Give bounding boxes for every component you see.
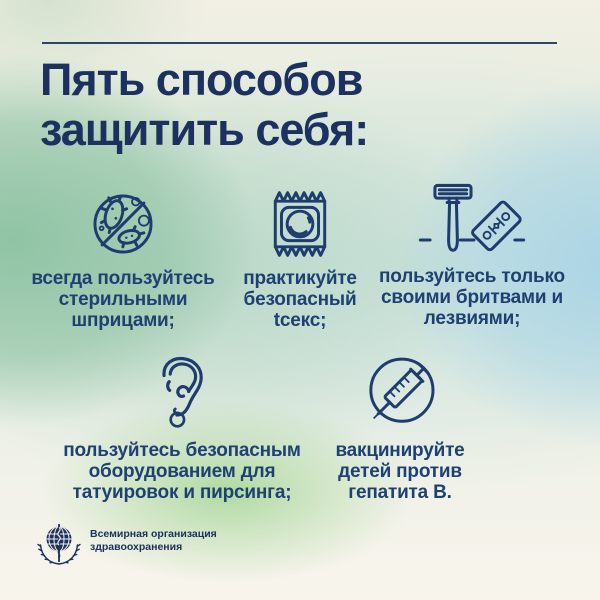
condom-icon <box>269 184 331 264</box>
who-logo-icon <box>36 521 82 567</box>
caption-line: гепатита В. <box>348 482 452 503</box>
title-line-2: защитить себя: <box>40 104 369 155</box>
no-germs-icon <box>85 184 161 264</box>
tip-caption <box>243 268 357 331</box>
who-org-line-2: здравоохранения <box>90 541 183 553</box>
tip-own-razors <box>374 182 570 329</box>
tip-caption <box>63 440 301 503</box>
who-footer <box>36 521 217 567</box>
tip-sterile-syringes <box>30 184 216 331</box>
razor-blade-icon <box>417 182 527 262</box>
tip-caption <box>379 266 565 329</box>
caption-line: пользуйтесь безопасным <box>63 440 301 461</box>
caption-line: лезвиями; <box>423 308 521 329</box>
page-title <box>40 55 368 155</box>
tip-safe-sex <box>222 184 378 331</box>
title-line-1: Пять способов <box>40 54 363 105</box>
caption-line: шприцами; <box>71 310 175 331</box>
caption-line: оборудованием для <box>88 461 276 482</box>
caption-line: практикуйте <box>243 268 357 289</box>
tip-safe-piercing <box>56 352 308 503</box>
ear-piercing-icon <box>155 352 209 436</box>
caption-line: вакцинируйте <box>335 440 465 461</box>
caption-line: татуировок и пирсинга; <box>72 482 292 503</box>
tip-caption <box>335 440 464 503</box>
top-rule <box>42 42 557 44</box>
caption-line: своими бритвами и <box>381 287 563 308</box>
who-org-line-1: Всемирная организация <box>90 528 217 540</box>
caption-line: всегда пользуйтесь <box>31 268 215 289</box>
tip-vaccinate-children <box>314 352 486 503</box>
vaccine-syringe-icon <box>356 352 444 436</box>
caption-line: стерильными <box>58 289 188 310</box>
caption-line: детей против <box>338 461 462 482</box>
who-org-name <box>90 528 217 554</box>
caption-line: пользуйтесь только <box>379 266 565 287</box>
caption-line: tсекс; <box>273 310 327 331</box>
caption-line: безопасный <box>243 289 357 310</box>
tip-caption <box>31 268 214 331</box>
